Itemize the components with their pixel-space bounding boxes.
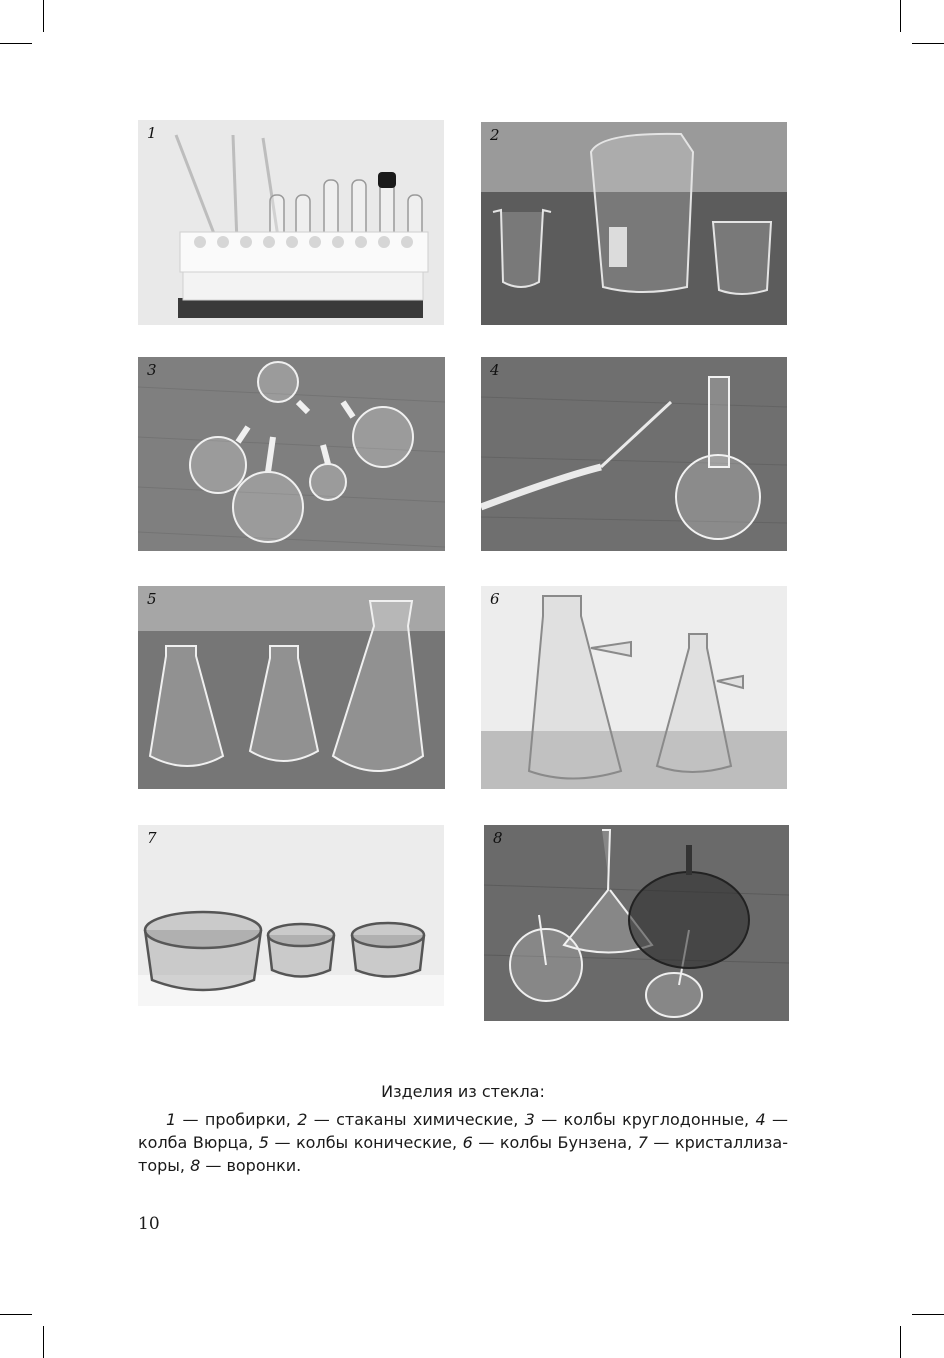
- page-number: 10: [138, 1214, 160, 1234]
- caption-item-number: 6: [462, 1133, 473, 1152]
- figure-number: 1: [147, 124, 157, 142]
- figure-number: 3: [147, 361, 157, 379]
- caption-item-number: 1: [166, 1110, 177, 1129]
- photo-beakers: [481, 122, 787, 325]
- photo-round-bottom-flasks: [138, 357, 445, 551]
- caption-item-number: 2: [297, 1110, 308, 1129]
- figure-number: 7: [147, 829, 157, 847]
- caption-body: [138, 1108, 788, 1177]
- photo-crystallizers: [138, 825, 444, 1006]
- photo-bunsen-flasks: [481, 586, 787, 789]
- crop-mark: [912, 1314, 944, 1315]
- caption-title: Изделия из стекла:: [381, 1082, 545, 1101]
- photo-conical-flasks: [138, 586, 445, 789]
- crop-mark: [43, 1326, 44, 1358]
- caption-item-text: — колбы круглодонные,: [534, 1110, 756, 1129]
- crop-mark: [0, 1314, 32, 1315]
- caption-item-text: — колбы Бунзена,: [472, 1133, 638, 1152]
- photo-test-tubes: [138, 120, 444, 325]
- figure-number: 4: [490, 361, 500, 379]
- figure-number: 5: [147, 590, 157, 608]
- photo-funnels: [484, 825, 789, 1021]
- caption-item-text: — колба Вюрца,: [138, 1110, 788, 1152]
- caption-item-text: — стаканы химические,: [307, 1110, 525, 1129]
- caption-item-text: — воронки.: [200, 1156, 302, 1175]
- caption-item-number: 5: [258, 1133, 269, 1152]
- caption-item-text: — кристаллизаторы,: [138, 1133, 788, 1175]
- crop-mark: [912, 43, 944, 44]
- figure-number: 8: [493, 829, 503, 847]
- caption-item-number: 7: [637, 1133, 648, 1152]
- crop-mark: [43, 0, 44, 32]
- crop-mark: [0, 43, 32, 44]
- caption-item-number: 8: [190, 1156, 201, 1175]
- crop-mark: [900, 1326, 901, 1358]
- figure-number: 2: [490, 126, 500, 144]
- photo-wurtz-flask: [481, 357, 787, 551]
- caption-item-number: 3: [524, 1110, 535, 1129]
- caption-item-text: — пробирки,: [176, 1110, 298, 1129]
- caption-item-number: 4: [755, 1110, 766, 1129]
- crop-mark: [900, 0, 901, 32]
- figure-number: 6: [490, 590, 500, 608]
- caption-item-text: — колбы конические,: [268, 1133, 463, 1152]
